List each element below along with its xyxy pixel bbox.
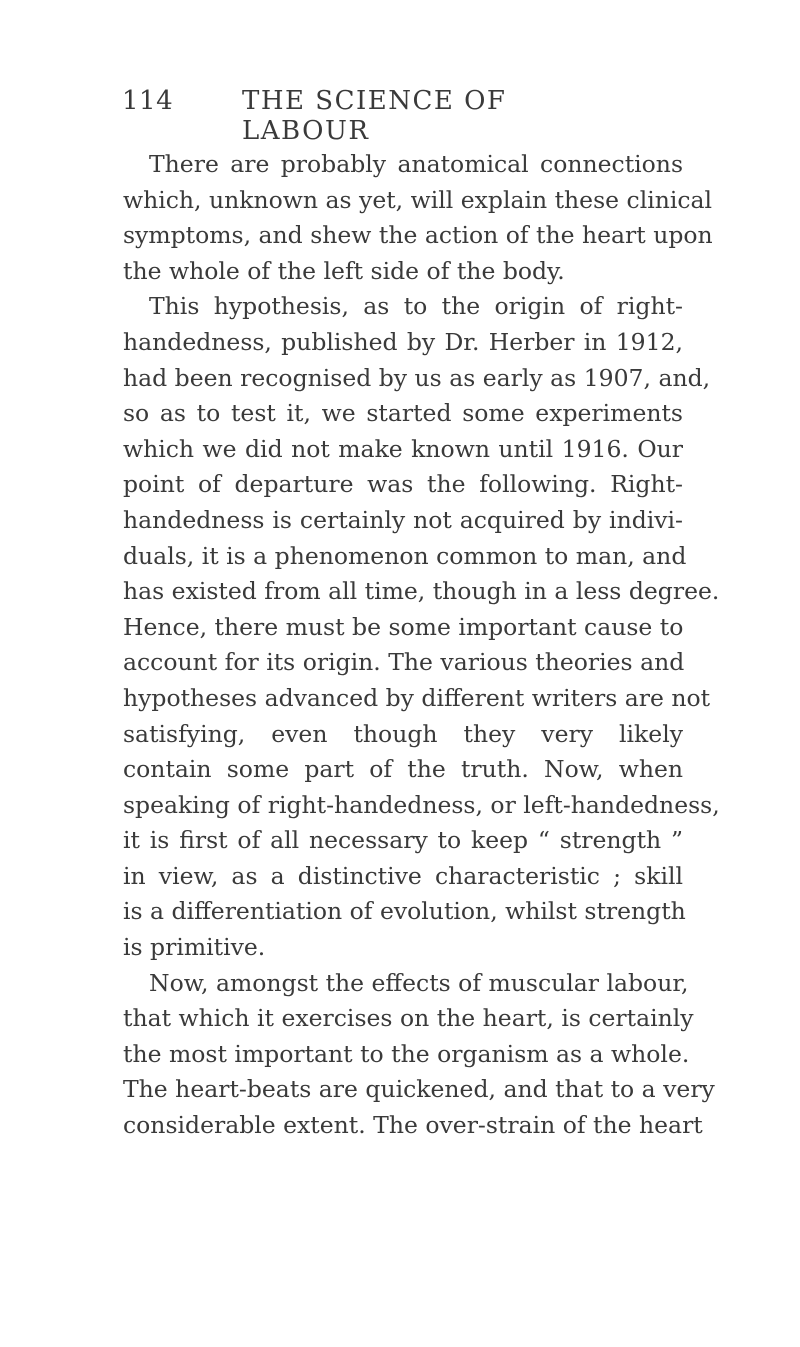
text-line: so as to test it, we started some experiments (123, 399, 683, 428)
text-line: contain some part of the truth. Now, when (123, 755, 683, 784)
running-head: THE SCIENCE OF LABOUR (242, 86, 507, 146)
text-line: account for its origin. The various theories and (123, 648, 685, 677)
text-line: the most important to the organism as a whole. (123, 1039, 690, 1068)
page-number: 114 (122, 86, 174, 116)
text-line: is a differentiation of evolution, whilst strength (123, 897, 686, 926)
text-line: considerable extent. The over-strain of the heart (123, 1111, 703, 1140)
text-line: has existed from all time, though in a less degree. (123, 577, 720, 606)
text-line: which we did not make known until 1916. Our (123, 434, 683, 463)
body-text (123, 147, 720, 1144)
text-line: symptoms, and shew the action of the heart upon (123, 221, 713, 250)
text-line: handedness is certainly not acquired by indivi- (123, 505, 683, 534)
text-line: that which it exercises on the heart, is certainly (123, 1004, 694, 1033)
text-line: which, unknown as yet, will explain these clinical (123, 185, 713, 214)
text-line: The heart-beats are quickened, and that to a very (123, 1075, 715, 1104)
text-line: Now, amongst the effects of muscular labour, (149, 968, 689, 997)
text-line: duals, it is a phenomenon common to man, and (123, 541, 687, 570)
text-line: hypotheses advanced by different writers are not (123, 683, 711, 712)
text-line: Hence, there must be some important cause to (123, 612, 684, 641)
page-header (122, 86, 642, 146)
text-line: This hypothesis, as to the origin of right- (149, 292, 683, 321)
text-line: satisfying, even though they very likely (123, 719, 683, 748)
text-line: in view, as a distinctive characteristic ; skill (123, 861, 683, 890)
text-line: the whole of the left side of the body. (123, 256, 565, 285)
text-line: handedness, published by Dr. Herber in 1912, (123, 327, 683, 356)
text-line: had been recognised by us as early as 1907, and, (123, 363, 711, 392)
text-line: speaking of right-handedness, or left-handedness, (123, 790, 720, 819)
text-line: point of departure was the following. Right- (123, 470, 683, 499)
text-line: There are probably anatomical connections (149, 150, 683, 178)
text-line: it is first of all necessary to keep “ strength ” (123, 826, 683, 855)
text-line: is primitive. (123, 933, 266, 962)
